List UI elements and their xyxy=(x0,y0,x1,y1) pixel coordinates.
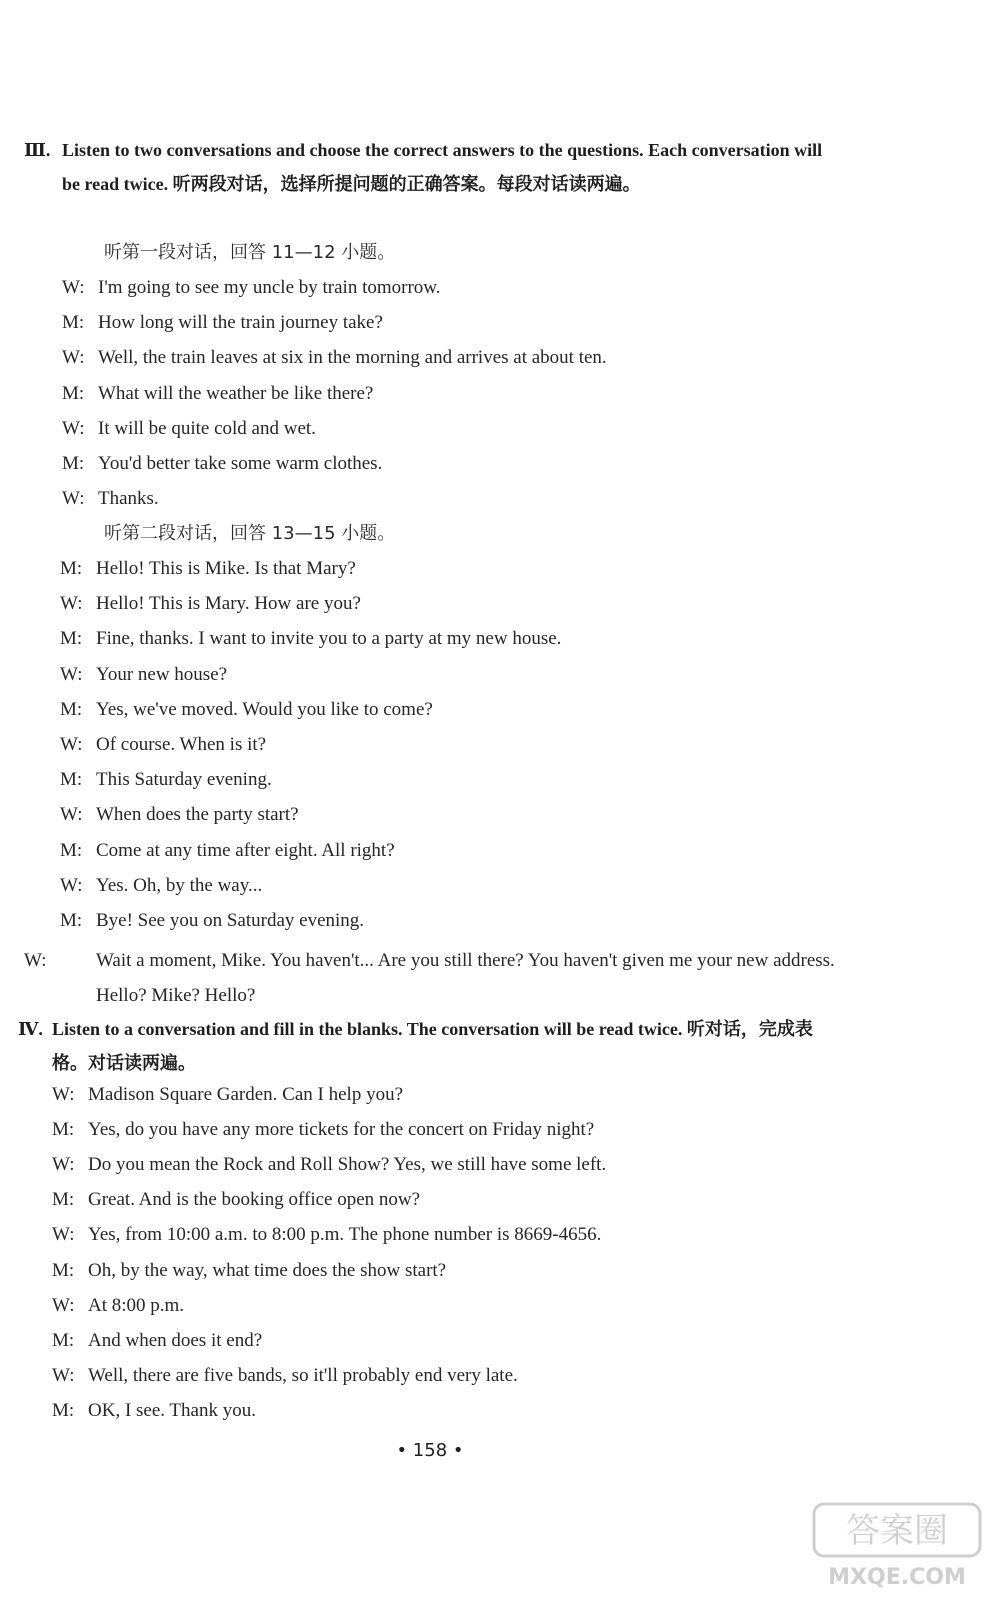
speaker-label: W: xyxy=(52,1224,75,1246)
speaker-label: W: xyxy=(60,804,83,826)
dialogue-text: Yes, we've moved. Would you like to come? xyxy=(96,698,433,720)
dialogue-text: Of course. When is it? xyxy=(96,734,267,755)
speaker-label: W: xyxy=(52,1154,75,1176)
dialogue-text: I'm going to see my uncle by train tomorrow. xyxy=(98,277,441,298)
dialogue-line xyxy=(62,310,383,336)
speaker-label: M: xyxy=(62,453,85,474)
dialogue-text: Madison Square Garden. Can I help you? xyxy=(88,1084,404,1105)
speaker-label: M: xyxy=(62,382,85,404)
svg-text:MXQE.COM: MXQE.COM xyxy=(828,1565,966,1590)
dialogue-text: It will be quite cold and wet. xyxy=(98,417,316,439)
dialogue-text: Hello! This is Mary. How are you? xyxy=(96,593,361,615)
dialogue-text: Wait a moment, Mike. You haven't... Are you still there? You haven't given me your new address. Hello? Mike? Hello? xyxy=(96,950,835,1007)
conversation-2-instruction: 听第二段对话，回答 13—15 小题。 xyxy=(104,523,396,544)
speaker-label: W: xyxy=(62,488,85,510)
dialogue-text: Do you mean the Rock and Roll Show? Yes, we still have some left. xyxy=(88,1154,607,1176)
dialogue-line xyxy=(62,275,441,301)
dialogue-text: Hello! This is Mike. Is that Mary? xyxy=(96,558,356,579)
speaker-label: M: xyxy=(52,1329,75,1351)
dialogue-line xyxy=(60,591,361,617)
speaker-label: W: xyxy=(60,734,83,755)
speaker-label: W: xyxy=(60,663,83,685)
speaker-label: M: xyxy=(52,1399,75,1421)
speaker-label: W: xyxy=(52,1294,75,1316)
speaker-label: M: xyxy=(52,1259,75,1281)
dialogue-line xyxy=(52,1363,518,1389)
dialogue-text: OK, I see. Thank you. xyxy=(88,1399,256,1421)
dialogue-line xyxy=(52,1258,446,1284)
section-4-number: Ⅳ. xyxy=(18,1019,43,1039)
dialogue-text: Your new house? xyxy=(96,663,228,685)
dialogue-text: When does the party start? xyxy=(96,804,299,826)
dialogue-line xyxy=(62,486,159,512)
dialogue-line xyxy=(52,1117,594,1143)
dialogue-line xyxy=(24,943,876,1013)
page-number: • 158 • xyxy=(396,1440,464,1461)
speaker-label: W: xyxy=(60,874,83,896)
speaker-label: M: xyxy=(60,839,83,861)
speaker-label: W: xyxy=(24,950,47,972)
dialogue-text: Thanks. xyxy=(98,488,159,510)
dialogue-line xyxy=(52,1398,256,1424)
dialogue-line xyxy=(60,626,561,652)
dialogue-line xyxy=(52,1222,601,1248)
speaker-label: M: xyxy=(60,698,83,720)
dialogue-text: You'd better take some warm clothes. xyxy=(98,453,383,474)
section-3-instructions: Listen to two conversations and choose the correct answers to the questions. Each conversation will be read twice. 听两段对话，选择所提问题的正确答案。每段对话读两遍。 xyxy=(62,140,823,194)
dialogue-line xyxy=(52,1293,184,1319)
dialogue-line xyxy=(52,1187,420,1213)
dialogue-text: How long will the train journey take? xyxy=(98,312,383,334)
svg-text:答案圈: 答案圈 xyxy=(846,1511,948,1551)
dialogue-text: Yes. Oh, by the way... xyxy=(96,874,263,896)
dialogue-line xyxy=(60,556,356,582)
dialogue-line xyxy=(60,802,299,828)
speaker-label: W: xyxy=(52,1084,75,1105)
speaker-label: W: xyxy=(62,347,85,369)
speaker-label: M: xyxy=(52,1119,75,1141)
speaker-label: M: xyxy=(60,910,83,931)
dialogue-line xyxy=(52,1082,403,1108)
speaker-label: W: xyxy=(60,593,83,615)
dialogue-text: Well, the train leaves at six in the morning and arrives at about ten. xyxy=(98,347,607,369)
speaker-label: M: xyxy=(60,628,83,650)
dialogue-text: Oh, by the way, what time does the show start? xyxy=(88,1259,447,1281)
dialogue-line xyxy=(60,732,266,758)
dialogue-line xyxy=(62,381,373,407)
dialogue-line xyxy=(52,1328,262,1354)
speaker-label: W: xyxy=(62,417,85,439)
dialogue-text: Come at any time after eight. All right? xyxy=(96,839,395,861)
speaker-label: W: xyxy=(62,277,85,298)
speaker-label: W: xyxy=(52,1364,75,1386)
dialogue-line xyxy=(60,662,227,688)
dialogue-text: Well, there are five bands, so it'll probably end very late. xyxy=(88,1364,518,1386)
dialogue-text: Great. And is the booking office open now? xyxy=(88,1189,421,1211)
dialogue-line xyxy=(62,451,382,477)
section-4-instructions: Listen to a conversation and fill in the blanks. The conversation will be read twice. 听对话，完成表格。对话读两遍。 xyxy=(52,1019,813,1073)
dialogue-text: This Saturday evening. xyxy=(96,769,272,791)
dialogue-line xyxy=(60,873,262,899)
dialogue-text: And when does it end? xyxy=(88,1329,263,1351)
dialogue-text: What will the weather be like there? xyxy=(98,382,374,404)
speaker-label: M: xyxy=(62,312,85,334)
dialogue-text: Fine, thanks. I want to invite you to a party at my new house. xyxy=(96,628,562,650)
speaker-label: M: xyxy=(60,769,83,791)
dialogue-line xyxy=(60,697,433,723)
dialogue-text: Yes, do you have any more tickets for the concert on Friday night? xyxy=(88,1119,595,1141)
watermark-logo xyxy=(812,1502,982,1592)
dialogue-line xyxy=(62,345,607,371)
section-4-heading xyxy=(18,1012,833,1080)
dialogue-line xyxy=(60,767,272,793)
conversation-1-instruction: 听第一段对话，回答 11—12 小题。 xyxy=(104,242,396,263)
section-3-heading xyxy=(24,133,839,201)
dialogue-line xyxy=(60,838,395,864)
section-3-number: Ⅲ. xyxy=(24,140,51,160)
dialogue-text: At 8:00 p.m. xyxy=(88,1294,185,1316)
dialogue-text: Bye! See you on Saturday evening. xyxy=(96,910,365,931)
dialogue-line xyxy=(62,416,316,442)
dialogue-text: Yes, from 10:00 a.m. to 8:00 p.m. The phone number is 8669-4656. xyxy=(88,1224,602,1246)
dialogue-line xyxy=(60,908,364,934)
speaker-label: M: xyxy=(60,558,83,579)
dialogue-line xyxy=(52,1152,606,1178)
speaker-label: M: xyxy=(52,1189,75,1211)
